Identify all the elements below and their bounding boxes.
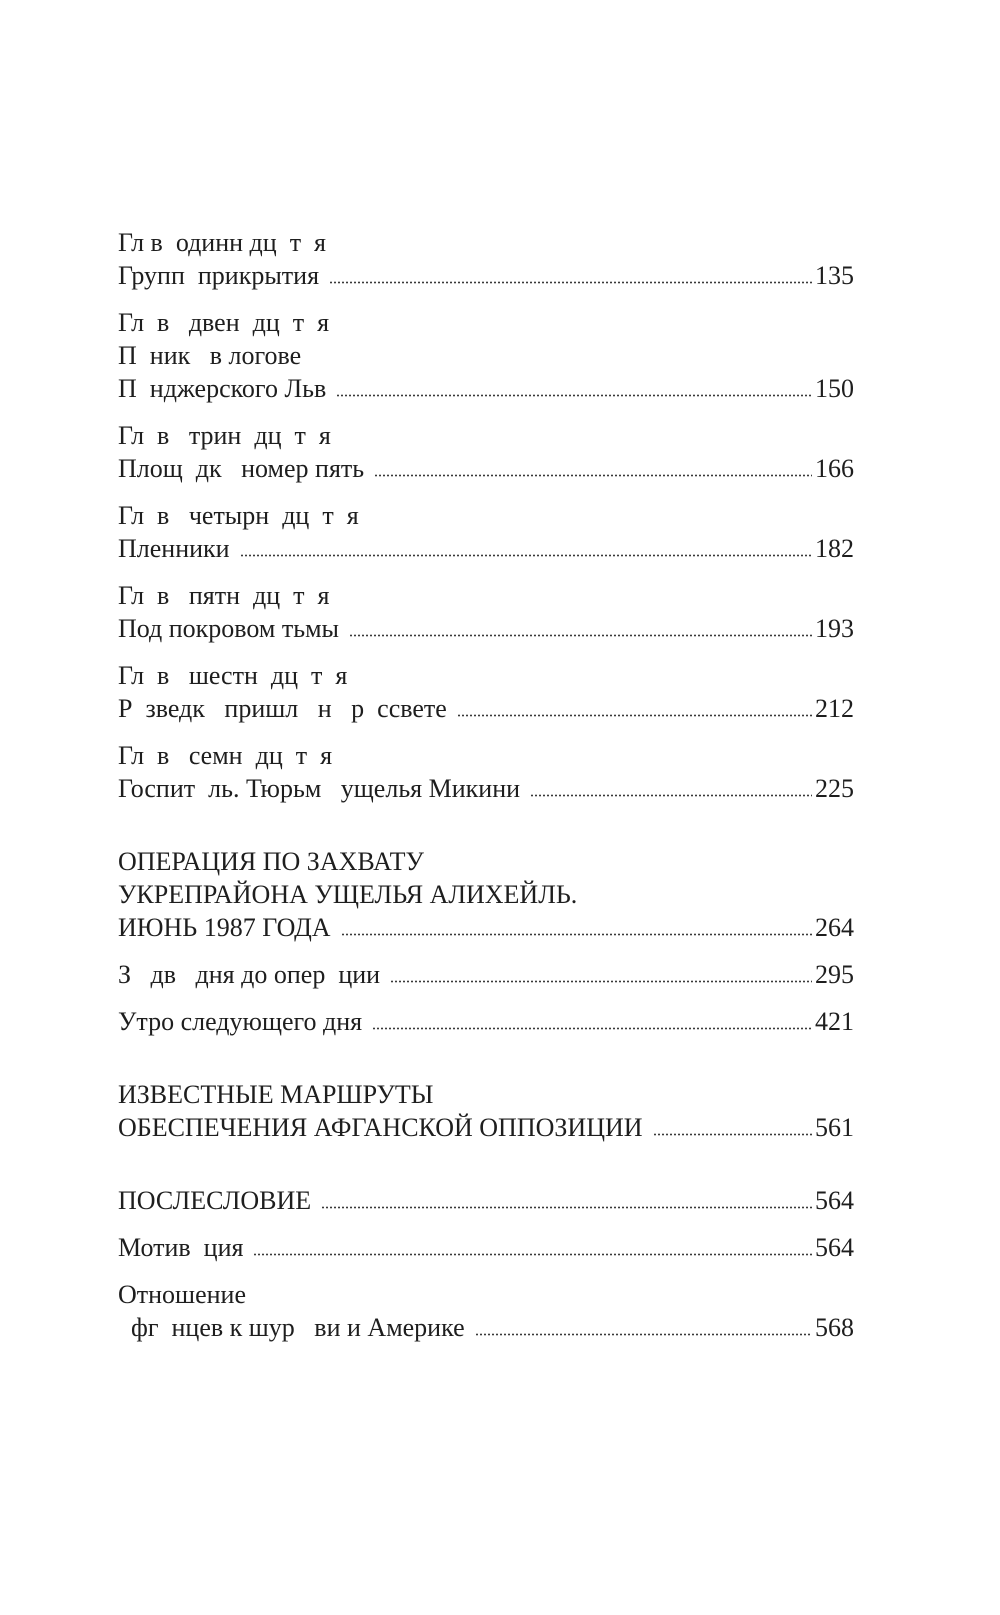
toc-entry-row bbox=[118, 911, 854, 944]
toc-entry-row bbox=[118, 259, 854, 292]
toc-entry-title: П нджерского Льв bbox=[118, 374, 327, 403]
toc-entry-heading-line: Гл в одинн дц т я bbox=[118, 228, 327, 257]
dot-leader bbox=[240, 554, 812, 557]
toc-entry-row bbox=[118, 772, 854, 805]
toc-entry-heading-line: Гл в шестн дц т я bbox=[118, 661, 348, 690]
toc-entry-row bbox=[118, 1231, 854, 1264]
toc-entry-heading-line: Гл в четырн дц т я bbox=[118, 501, 359, 530]
dot-leader bbox=[253, 1253, 812, 1256]
toc-entry-title: Мотив ция bbox=[118, 1233, 244, 1262]
dot-leader bbox=[390, 980, 812, 983]
toc-entry-title: ПОСЛЕСЛОВИЕ bbox=[118, 1186, 312, 1215]
toc-entry-title: ОБЕСПЕЧЕНИЯ АФГАНСКОЙ ОППОЗИЦИИ bbox=[118, 1113, 643, 1142]
toc-entry[interactable] bbox=[118, 226, 854, 292]
toc-entry-page-number: 150 bbox=[815, 374, 854, 403]
toc-entry-heading-line: Отношение bbox=[118, 1280, 246, 1309]
dot-leader bbox=[653, 1133, 812, 1136]
toc-entry[interactable] bbox=[118, 1278, 854, 1344]
dot-leader bbox=[349, 634, 812, 637]
toc-entry-heading-line: ИЗВЕСТНЫЕ МАРШРУТЫ bbox=[118, 1080, 434, 1109]
toc-entry-row bbox=[118, 1184, 854, 1217]
dot-leader bbox=[475, 1333, 812, 1336]
toc-entry[interactable] bbox=[118, 1184, 854, 1217]
toc-entry-title: Госпит ль. Тюрьм ущелья Микини bbox=[118, 774, 521, 803]
toc-entry-page-number: 568 bbox=[815, 1313, 854, 1342]
toc-entry-title: Групп прикрытия bbox=[118, 261, 320, 290]
toc-entry[interactable] bbox=[118, 958, 854, 991]
toc-entry-page-number: 421 bbox=[815, 1007, 854, 1036]
toc-entry-heading-line: Гл в пятн дц т я bbox=[118, 581, 330, 610]
toc-entry-page-number: 212 bbox=[815, 694, 854, 723]
table-of-contents bbox=[118, 226, 854, 1358]
dot-leader bbox=[329, 281, 812, 284]
toc-entry-page-number: 182 bbox=[815, 534, 854, 563]
toc-entry-heading-line: Гл в двен дц т я bbox=[118, 308, 330, 337]
dot-leader bbox=[372, 1027, 812, 1030]
toc-entry-page-number: 193 bbox=[815, 614, 854, 643]
toc-entry-heading-line: Гл в трин дц т я bbox=[118, 421, 331, 450]
toc-entry-title: Р зведк пришл н р ссвете bbox=[118, 694, 447, 723]
toc-entry-row bbox=[118, 612, 854, 645]
toc-entry-page-number: 225 bbox=[815, 774, 854, 803]
toc-entry-page-number: 295 bbox=[815, 960, 854, 989]
toc-entry-title: Пленники bbox=[118, 534, 230, 563]
toc-entry[interactable] bbox=[118, 579, 854, 645]
toc-entry[interactable] bbox=[118, 419, 854, 485]
toc-entry-page-number: 264 bbox=[815, 913, 854, 942]
toc-entry-row bbox=[118, 1005, 854, 1038]
toc-entry[interactable] bbox=[118, 659, 854, 725]
toc-entry-page-number: 564 bbox=[815, 1186, 854, 1215]
toc-entry-row bbox=[118, 1111, 854, 1144]
toc-entry-page-number: 564 bbox=[815, 1233, 854, 1262]
dot-leader bbox=[374, 474, 812, 477]
toc-entry[interactable] bbox=[118, 1005, 854, 1038]
dot-leader bbox=[321, 1206, 812, 1209]
toc-entry-row bbox=[118, 372, 854, 405]
toc-entry[interactable] bbox=[118, 1078, 854, 1144]
toc-entry-row bbox=[118, 452, 854, 485]
toc-entry-page-number: 135 bbox=[815, 261, 854, 290]
toc-entry-title: ИЮНЬ 1987 ГОДА bbox=[118, 913, 331, 942]
dot-leader bbox=[530, 794, 812, 797]
dot-leader bbox=[336, 394, 812, 397]
dot-leader bbox=[457, 714, 812, 717]
toc-entry-row bbox=[118, 692, 854, 725]
toc-entry-page-number: 561 bbox=[815, 1113, 854, 1142]
toc-entry-title: фг нцев к шур ви и Америке bbox=[118, 1313, 465, 1342]
toc-entry-row bbox=[118, 958, 854, 991]
toc-entry[interactable] bbox=[118, 306, 854, 405]
toc-entry-title: Под покровом тьмы bbox=[118, 614, 339, 643]
toc-entry-heading-line: П ник в логове bbox=[118, 341, 302, 370]
toc-entry-heading-line: Гл в семн дц т я bbox=[118, 741, 333, 770]
toc-entry-row bbox=[118, 1311, 854, 1344]
toc-entry-heading-line: ОПЕРАЦИЯ ПО ЗАХВАТУ bbox=[118, 847, 424, 876]
toc-entry[interactable] bbox=[118, 739, 854, 805]
toc-entry[interactable] bbox=[118, 1231, 854, 1264]
toc-entry[interactable] bbox=[118, 845, 854, 944]
toc-entry-page-number: 166 bbox=[815, 454, 854, 483]
toc-entry-heading-line: УКРЕПРАЙОНА УЩЕЛЬЯ АЛИХЕЙЛЬ. bbox=[118, 880, 578, 909]
toc-entry-row bbox=[118, 532, 854, 565]
toc-entry-title: Утро следующего дня bbox=[118, 1007, 363, 1036]
dot-leader bbox=[341, 933, 812, 936]
toc-entry-title: З дв дня до опер ции bbox=[118, 960, 381, 989]
toc-entry[interactable] bbox=[118, 499, 854, 565]
toc-entry-title: Площ дк номер пять bbox=[118, 454, 365, 483]
